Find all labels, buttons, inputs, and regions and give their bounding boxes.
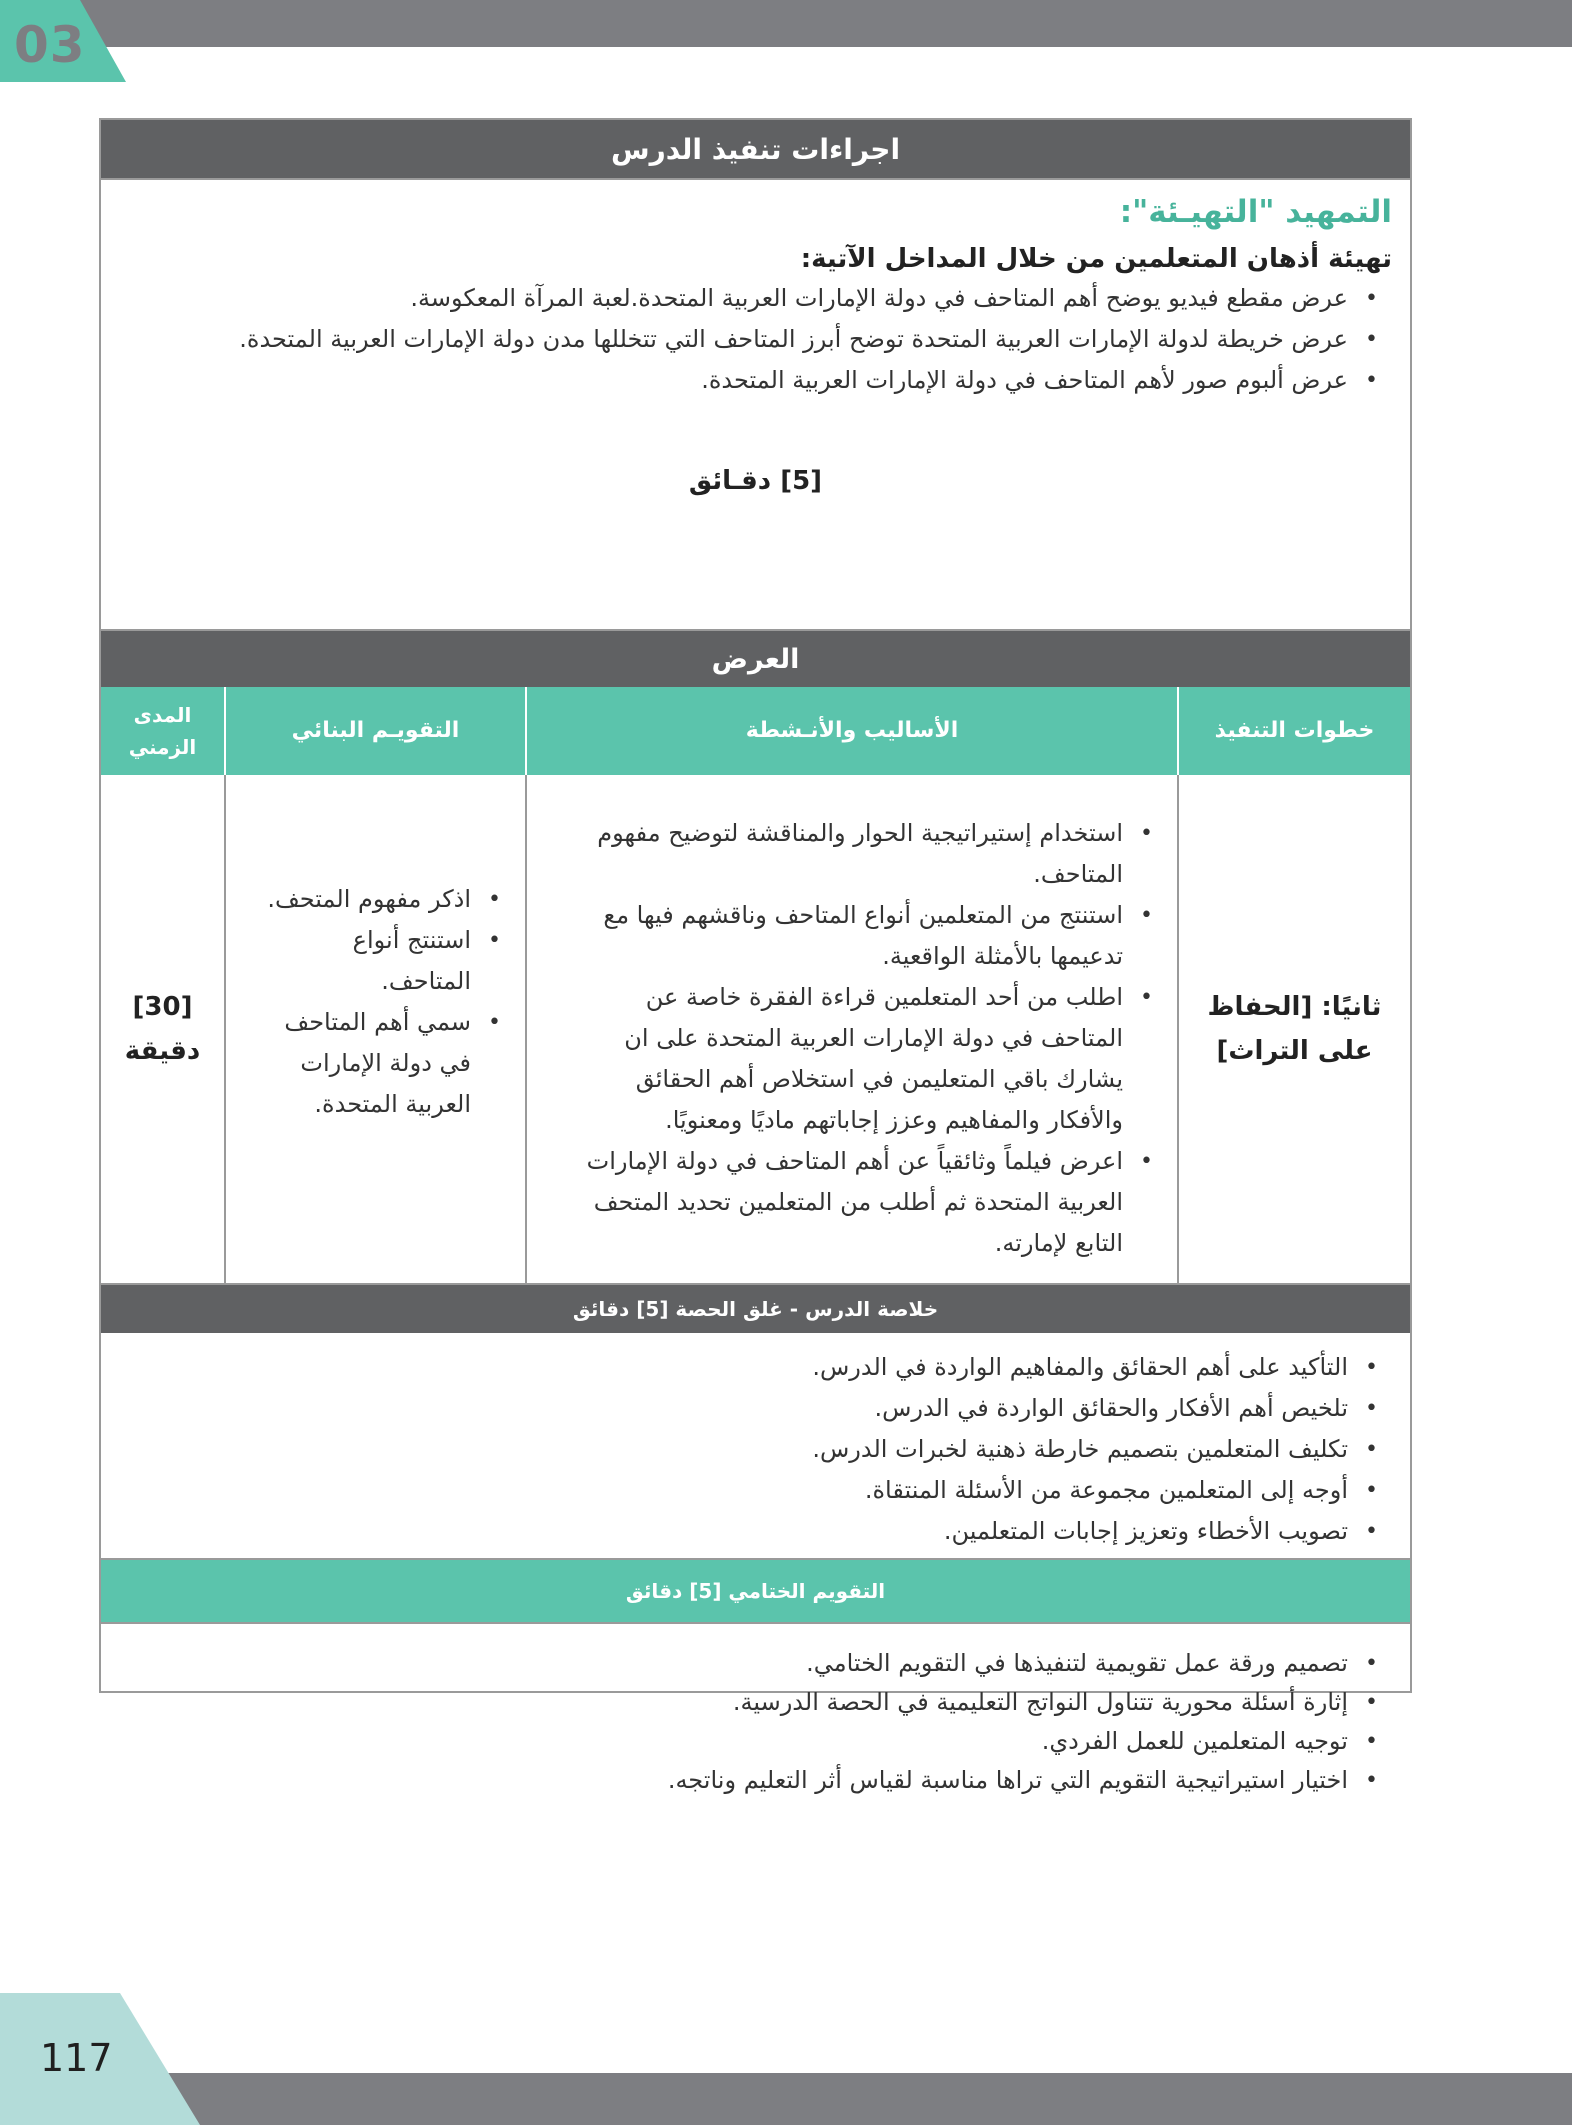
intro-duration: [5] دقـائق — [688, 466, 823, 496]
header-time: المدى الزمني — [128, 703, 197, 759]
list-item: • اعرض فيلماً وثائقياً عن أهم المتاحف في دولة الإمارات العربية المتحدة ثم أطلب من المتعلمين تحديد المتحف التابع لإمارته. — [567, 1141, 1167, 1264]
list-item: • اطلب من أحد المتعلمين قراءة الفقرة خاصة عن المتاحف في دولة الإمارات العربية المتحدة على ان يشارك باقي المتعليمن في استخلاص أهم الحقائق والأفكار والمفاهيم وعزز إجاباتهم ماديًا ومعنويًا. — [567, 977, 1167, 1141]
final-assessment-list — [132, 1644, 1392, 1800]
intro-list — [132, 278, 1392, 401]
closure-title: خلاصة الدرس - غلق الحصة [5] دقائق — [101, 1283, 1410, 1333]
final-assessment-title: التقويم الختامي [5] دقائق — [101, 1558, 1410, 1624]
list-item: • سمي أهم المتاحف في دولة الإمارات العربية المتحدة. — [265, 1002, 515, 1125]
list-item: • عرض مقطع فيديو يوضح أهم المتاحف في دولة الإمارات العربية المتحدة.لعبة المرآة المعكوسة. — [132, 278, 1392, 319]
chapter-tab — [0, 0, 126, 82]
header-steps: خطوات التنفيذ — [1177, 687, 1410, 775]
header-assessment: التقويـم البنائي — [224, 687, 525, 775]
step-cell — [1177, 775, 1410, 1283]
time-value: [30] دقيقة — [124, 992, 201, 1066]
list-item: • تصويب الأخطاء وتعزيز إجابات المتعلمين. — [132, 1511, 1392, 1552]
top-bar — [0, 0, 1572, 47]
intro-heading: التمهيد "التهيـئة": — [1119, 194, 1392, 230]
list-item: • اذكر مفهوم المتحف. — [265, 879, 515, 920]
assessment-cell — [224, 775, 525, 1283]
list-item: • أوجه إلى المتعلمين مجموعة من الأسئلة المنتقاة. — [132, 1470, 1392, 1511]
list-item: • التأكيد على أهم الحقائق والمفاهيم الواردة في الدرس. — [132, 1347, 1392, 1388]
table-title: اجراءات تنفيذ الدرس — [101, 120, 1410, 178]
bottom-bar — [0, 2073, 1572, 2125]
intro-subheading: تهيئة أذهان المتعلمين من خلال المداخل الآتية: — [800, 244, 1392, 274]
assessment-list — [265, 879, 515, 1125]
list-item: • عرض خريطة لدولة الإمارات العربية المتحدة توضح أبرز المتاحف التي تتخللها مدن دولة الإمارات العربية المتحدة. — [132, 319, 1392, 360]
list-item: • عرض ألبوم صور لأهم المتاحف في دولة الإمارات العربية المتحدة. — [132, 360, 1392, 401]
list-item: • تصميم ورقة عمل تقويمية لتنفيذها في التقويم الختامي. — [132, 1644, 1392, 1683]
list-item: • توجيه المتعلمين للعمل الفردي. — [132, 1722, 1392, 1761]
methods-list — [567, 813, 1167, 1264]
list-item: • تكليف المتعلمين بتصميم خارطة ذهنية لخبرات الدرس. — [132, 1429, 1392, 1470]
lesson-procedures-table — [99, 118, 1412, 1794]
list-item: • استنتج أنواع المتاحف. — [265, 920, 515, 1002]
list-item: • تلخيص أهم الأفكار والحقائق الواردة في الدرس. — [132, 1388, 1392, 1429]
chapter-number: 03 — [14, 16, 86, 74]
intro-section — [101, 178, 1410, 629]
closure-section — [101, 1333, 1410, 1558]
table-header-row — [101, 687, 1410, 775]
page-number: 117 — [40, 2036, 113, 2080]
list-item: • إثارة أسئلة محورية تتناول النواتج التعليمية في الحصة الدرسية. — [132, 1683, 1392, 1722]
step-label: ثانيًا: [الحفاظ على التراث] — [1207, 992, 1382, 1066]
methods-cell — [525, 775, 1177, 1283]
list-item: • استخدام إستيراتيجية الحوار والمناقشة لتوضيح مفهوم المتاحف. — [567, 813, 1167, 895]
presentation-title: العرض — [101, 629, 1410, 687]
time-cell — [101, 775, 224, 1283]
final-assessment-section — [101, 1624, 1410, 1811]
closure-list — [132, 1347, 1392, 1552]
table-row — [101, 775, 1410, 1283]
header-methods: الأساليب والأنـشطة — [525, 687, 1177, 775]
list-item: • اختيار استيراتيجية التقويم التي تراها مناسبة لقياس أثر التعليم وناتجه. — [132, 1761, 1392, 1800]
list-item: • استنتج من المتعلمين أنواع المتاحف وناقشهم فيها مع تدعيمها بالأمثلة الواقعية. — [567, 895, 1167, 977]
